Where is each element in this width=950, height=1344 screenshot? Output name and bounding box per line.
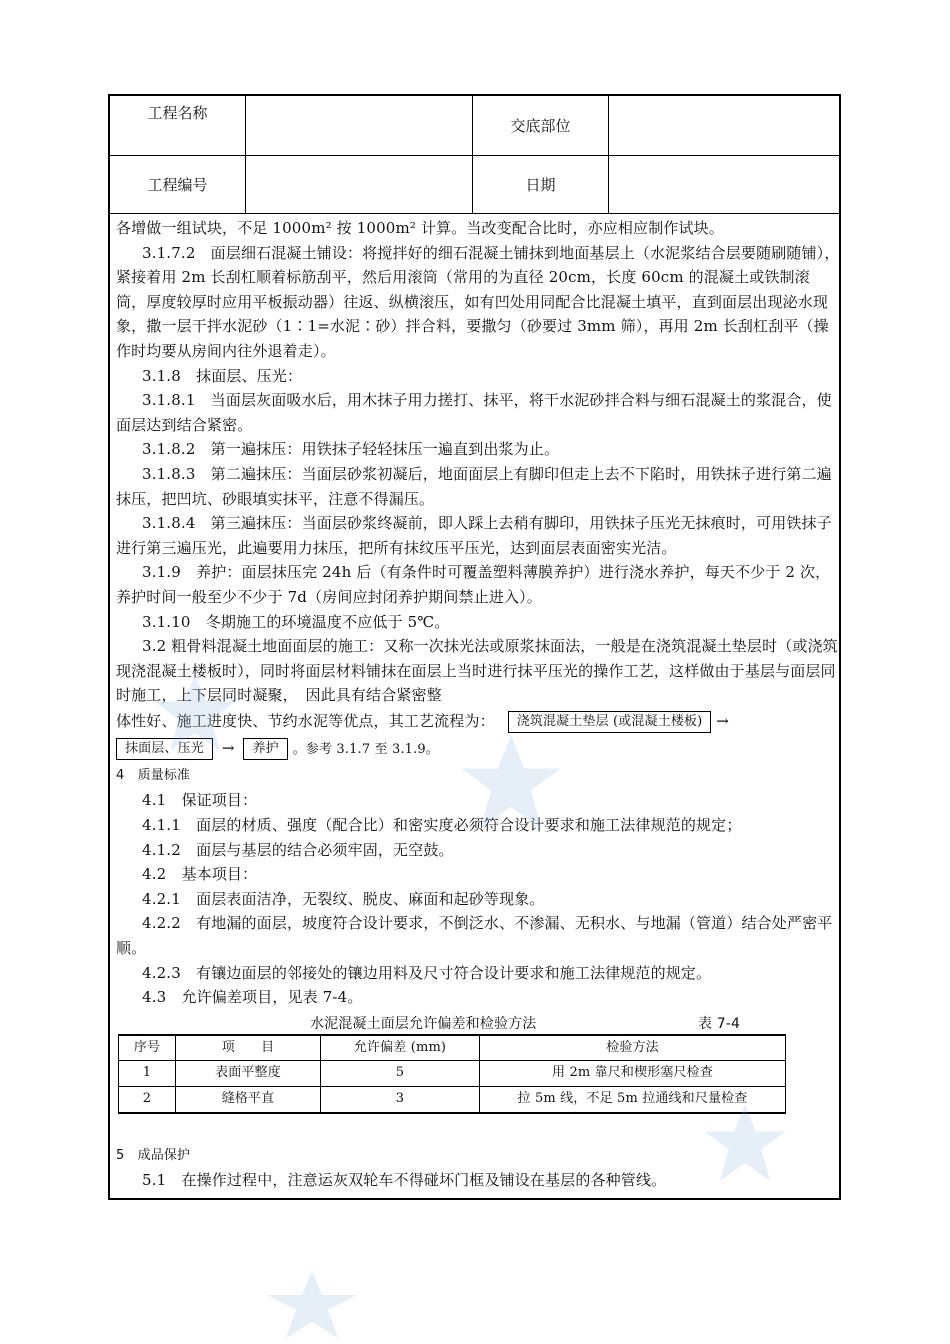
paragraph: 4.2.3 有镶边面层的邻接处的镶边用料及尺寸符合设计要求和施工法律规范的规定。 (142, 963, 712, 982)
paragraph: 4.1.2 面层与基层的结合必须牢固，无空鼓。 (142, 840, 454, 859)
table-cell: 5 (321, 1061, 480, 1087)
handover-part-label: 交底部位 (473, 96, 609, 156)
watermark-snowflake-icon (262, 1270, 362, 1340)
table-caption (116, 1012, 840, 1034)
table-number: 表 7-4 (698, 1015, 741, 1032)
date-value[interactable] (609, 156, 839, 214)
watermark-snowflake-icon (150, 670, 240, 760)
table-title: 水泥混凝土面层允许偏差和检验方法 (310, 1015, 537, 1032)
paragraph: 3.1.8.1 当面层灰面吸水后，用木抹子用力搓打、抹平，将干水泥砂拌合料与细石混凝土的浆混合，使面层达到结合紧密。 (116, 391, 832, 434)
paragraph: 4.2.2 有地漏的面层，坡度符合设计要求，不倒泛水、不渗漏、无积水、与地漏（管道）结合处严密平顺。 (116, 914, 833, 958)
section-heading-4: 4 质量标准 (116, 767, 191, 783)
table-row (119, 1087, 786, 1113)
flow-step-2: 抹面层、压光 (116, 738, 213, 760)
table-cell: 2 (119, 1087, 176, 1113)
paragraph: 4.1.1 面层的材质、强度（配合比）和密实度必须符合设计要求和施工法律规范的规定； (142, 816, 742, 835)
document-frame (108, 94, 841, 1200)
project-name-value[interactable] (246, 96, 473, 156)
paragraph: 3.1.10 冬期施工的环境温度不应低于 5℃。 (142, 612, 450, 631)
table-header-row (119, 1035, 786, 1061)
paragraph: 3.1.8.2 第一遍抹压：用铁抹子轻轻抹压一遍直到出浆为止。 (142, 440, 560, 459)
table-row (119, 1061, 786, 1087)
paragraph: 5.1 在操作过程中，注意运灰双轮车不得碰坏门框及铺设在基层的各种管线。 (142, 1171, 667, 1190)
flow-lead-text: 体性好、施工进度快、节约水泥等优点，其工艺流程为： (116, 711, 495, 730)
project-no-value[interactable] (246, 156, 473, 214)
paragraph: 3.1.8 抹面层、压光： (142, 366, 303, 385)
flow-step-3: 养护 (243, 738, 287, 760)
section-heading-5: 5 成品保护 (116, 1147, 191, 1163)
deviation-table (118, 1034, 786, 1114)
flow-tail-text: 。参考 3.1.7 至 3.1.9。 (292, 741, 439, 757)
paragraph: 3.1.8.3 第二遍抹压：当面层砂浆初凝后，地面面层上有脚印但走上去不下陷时，用铁抹子进行第二遍抹压，把凹坑、砂眼填实抹平，注意不得漏压。 (116, 464, 832, 508)
header-table (110, 96, 839, 214)
paragraph: 4.2.1 面层表面洁净，无裂纹、脱皮、麻面和起砂等现象。 (142, 889, 545, 908)
paragraph: 4.1 保证项目： (142, 791, 258, 810)
paragraph: 3.1.9 养护：面层抹压完 24h 后（有条件时可覆盖塑料薄膜养护）进行浇水养护，每天不少于 2 次，养护时间一般至少不少于 7d（房间应封闭养护期间禁止进入）。 (116, 563, 831, 606)
paragraph: 4.3 允许偏差项目，见表 7-4。 (142, 988, 363, 1007)
table-header-cell: 项 目 (176, 1035, 321, 1061)
table-header-cell: 允许偏差 (mm) (321, 1035, 480, 1061)
table-header-cell: 检验方法 (480, 1035, 786, 1061)
project-no-label: 工程编号 (110, 156, 246, 214)
table-cell: 拉 5m 线，不足 5m 拉通线和尺量检查 (480, 1087, 786, 1113)
project-name-label: 工程名称 (110, 96, 246, 156)
flow-step-1: 浇筑混凝土垫层 (或混凝土楼板) (508, 711, 712, 733)
paragraph: 3.1.8.4 第三遍抹压：当面层砂浆终凝前，即人踩上去稍有脚印，用铁抹子压光无抹痕时，可用铁抹子进行第三遍压光，此遍要用力抹压，把所有抹纹压平压光，达到面层表面密实光洁。 (116, 514, 832, 557)
flow-arrow: → (221, 738, 235, 757)
paragraph: 各增做一组试块，不足 1000m² 按 1000m² 计算。当改变配合比时，亦应相应制作试块。 (116, 219, 724, 237)
table-header-cell: 序号 (119, 1035, 176, 1061)
table-cell: 表面平整度 (176, 1061, 321, 1087)
table-cell: 3 (321, 1087, 480, 1113)
paragraph: 4.2 基本项目： (142, 865, 258, 884)
watermark-snowflake-icon (456, 730, 566, 840)
table-cell: 缝格平直 (176, 1087, 321, 1113)
date-label: 日期 (473, 156, 609, 214)
table-cell: 用 2m 靠尺和楔形塞尺检查 (480, 1061, 786, 1087)
handover-part-value[interactable] (609, 96, 839, 156)
watermark-snowflake-icon (700, 1100, 790, 1190)
table-cell: 1 (119, 1061, 176, 1087)
paragraph: 3.2 粗骨料混凝土地面面层的施工：又称一次抹光法或原浆抹面法，一般是在浇筑混凝土垫层时（或浇筑现浇混凝土楼板时），同时将面层材料铺抹在面层上当时进行抹平压光的操作工艺，这样做由于基层与面层同时施工，上下层同时凝聚， 因此具有结合紧密整 (116, 637, 838, 705)
flow-arrow: → (716, 711, 730, 730)
paragraph: 3.1.7.2 面层细石混凝土铺设：将搅拌好的细石混凝土铺抹到地面基层上（水泥浆结合层要随刷随铺），紧接着用 2m 长刮杠顺着标筋刮平，然后用滚筒（常用的为直径 20cm，长度 60cm 的混凝土或铁制滚筒，厚度较厚时应用平板振动器）往返、纵横滚压，如有凹处用同配合比混凝土填平，直到面层出现泌水现象，撒一层干拌水泥砂（1∶1=水泥∶砂）拌合料，要撒匀（砂要过 3mm 筛），再用 2m 长刮杠刮平（操作时均要从房间内往外退着走）。 (116, 243, 840, 360)
